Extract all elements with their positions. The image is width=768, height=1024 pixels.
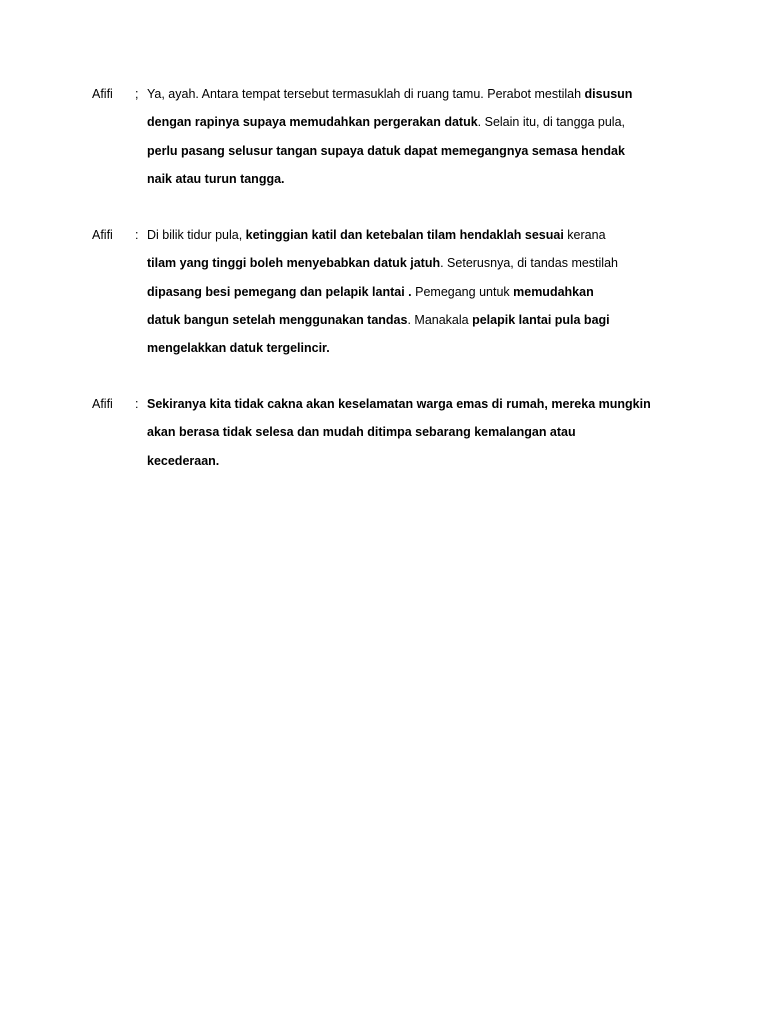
- text-run: . Manakala: [407, 312, 473, 327]
- speaker-separator: ;: [135, 87, 139, 101]
- dialogue-text: [147, 80, 687, 193]
- speaker-name: Afifi: [92, 228, 113, 242]
- bold-text-run: dengan rapinya supaya memudahkan pergerakan datuk: [147, 115, 478, 130]
- text-line: [147, 306, 687, 334]
- text-run: . Seterusnya, di tandas mestilah: [440, 256, 618, 271]
- bold-text-run: tilam yang tinggi boleh menyebabkan datuk jatuh: [147, 256, 441, 271]
- bold-text-run: datuk bangun setelah menggunakan tandas: [147, 312, 408, 327]
- text-line: [147, 80, 687, 108]
- speaker-separator: :: [135, 397, 139, 411]
- dialogue-text: [147, 221, 687, 362]
- speaker-name: Afifi: [92, 397, 113, 411]
- text-line: [147, 249, 687, 277]
- text-line: [147, 221, 687, 249]
- text-run: Pemegang untuk: [411, 284, 514, 299]
- dialogue-text: [147, 390, 687, 475]
- text-line: [147, 137, 687, 165]
- bold-text-run: ketinggian katil dan ketebalan tilam hendaklah sesuai: [245, 228, 564, 242]
- bold-text-run: Sekiranya kita tidak cakna akan keselamatan warga emas di rumah, mereka mungkin: [147, 397, 651, 411]
- speaker-name: Afifi: [92, 87, 113, 101]
- bold-text-run: memudahkan: [513, 284, 594, 299]
- text-run: Ya, ayah. Antara tempat tersebut termasuklah di ruang tamu. Perabot mestilah: [147, 87, 585, 101]
- text-line: [147, 278, 687, 306]
- text-line: [147, 334, 687, 362]
- text-run: Di bilik tidur pula,: [147, 228, 246, 242]
- text-line: [147, 390, 687, 418]
- speaker-separator: :: [135, 228, 139, 242]
- text-run: . Selain itu, di tangga pula,: [477, 115, 625, 130]
- bold-text-run: disusun: [584, 87, 633, 101]
- bold-text-run: perlu pasang selusur tangan supaya datuk dapat memegangnya semasa hendak: [147, 143, 625, 158]
- bold-text-run: naik atau turun tangga.: [147, 171, 285, 186]
- bold-text-run: pelapik lantai pula bagi: [472, 312, 610, 327]
- text-line: [147, 418, 687, 446]
- bold-text-run: akan berasa tidak selesa dan mudah ditimpa sebarang kemalangan atau: [147, 425, 576, 440]
- text-run: kerana: [563, 228, 606, 242]
- text-line: [147, 108, 687, 136]
- text-line: [147, 447, 687, 475]
- text-line: [147, 165, 687, 193]
- bold-text-run: mengelakkan datuk tergelincir.: [147, 341, 330, 356]
- bold-text-run: dipasang besi pemegang dan pelapik lantai .: [147, 284, 412, 299]
- bold-text-run: kecederaan.: [147, 453, 220, 468]
